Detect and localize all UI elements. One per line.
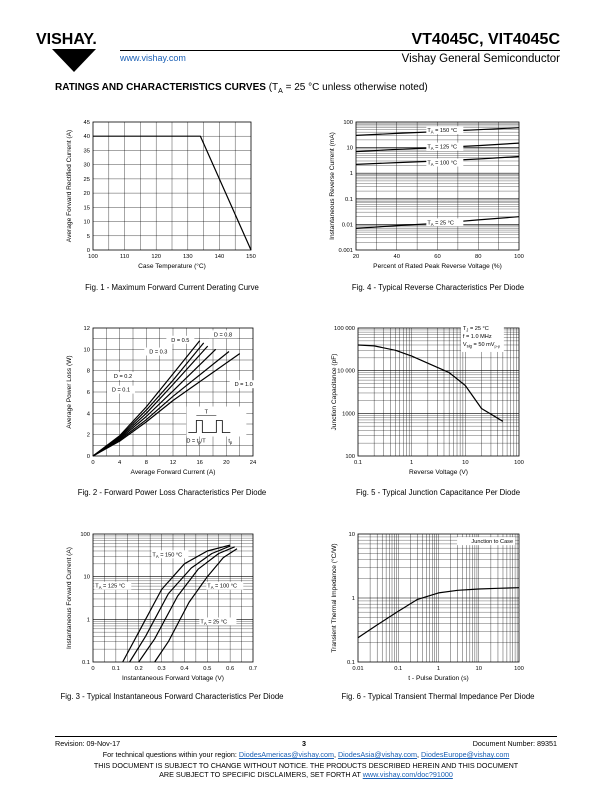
x-tick-label: 24: [249, 460, 257, 466]
caption-fig2: Fig. 2 - Forward Power Loss Characteristics Per Diode: [77, 488, 267, 497]
series-line-1: [358, 345, 503, 421]
series-label: D = 0.1: [111, 387, 131, 394]
grid: [93, 122, 251, 250]
section-heading: RATINGS AND CHARACTERISTICS CURVES: [55, 82, 266, 93]
plot-area: [66, 532, 257, 682]
x-tick-label: 20: [223, 460, 230, 466]
x-tick-label: 1: [410, 460, 414, 466]
y-tick-label: 0.1: [81, 660, 90, 666]
x-tick-label: 12: [169, 460, 177, 466]
x-tick-label: 0.5: [203, 666, 212, 672]
y-tick-label: 2: [86, 432, 90, 439]
legend-entry: $T_J = 25$ °C: [462, 325, 489, 333]
y-tick-label: 10: [346, 145, 353, 152]
x-tick-label: 8: [144, 460, 148, 466]
x-tick-label: 4: [118, 460, 122, 466]
x-tick-label: 0.01: [352, 666, 364, 672]
series-label: D = 0.2: [113, 374, 133, 381]
x-tick-label: 1: [436, 666, 441, 672]
plot-area: [331, 323, 524, 476]
x-tick-label: 0.1: [111, 666, 120, 672]
series-label: $T_A = 25$ °C: [200, 619, 228, 626]
y-tick-label: 100 000: [334, 326, 355, 332]
website-link[interactable]: www.vishay.com: [120, 53, 186, 63]
series-label: D = 0.3: [149, 349, 168, 356]
x-tick-label: 100: [88, 254, 98, 260]
x-axis-label: Average Forward Current (A): [130, 469, 216, 476]
duty-formula: $D = t_p/T$: [186, 438, 206, 446]
legend-entry: Junction to Case: [471, 539, 514, 546]
chart-fig1: [55, 110, 265, 280]
series-label: $T_A = 100$ °C: [427, 160, 458, 168]
section-title: [55, 82, 428, 95]
chart-fig3: [55, 524, 265, 692]
x-tick-label: 10: [475, 666, 482, 672]
legend-entry: $V_{sig} = 50$ $mV_{p-p}$: [462, 341, 501, 349]
x-tick-label: 130: [182, 254, 193, 260]
logo-triangle-icon: [52, 49, 96, 72]
y-tick-label: 100: [345, 454, 355, 460]
series-label: $T_A = 125$ °C: [95, 583, 126, 591]
x-tick-label: 20: [352, 254, 360, 260]
x-tick-label: 100: [514, 460, 524, 466]
x-tick-label: 0.2: [134, 666, 143, 672]
y-tick-label: 1000: [342, 411, 355, 418]
company-subtitle: Vishay General Semiconductor: [401, 53, 560, 65]
chart-fig4: [320, 110, 540, 280]
x-tick-label: 0.3: [157, 666, 166, 672]
x-axis-label: Reverse Voltage (V): [408, 469, 469, 476]
x-tick-label: 120: [151, 254, 162, 260]
y-axis-label: Junction Capacitance (pF): [331, 353, 338, 431]
email-asia-link[interactable]: DiodesAsia@vishay.com: [337, 750, 418, 759]
y-tick-label: 15: [83, 205, 90, 212]
y-tick-label: 8: [86, 368, 90, 375]
caption-fig3: Fig. 3 - Typical Instantaneous Forward Characteristics Per Diode: [60, 692, 284, 701]
logo-text: VISHAY.: [36, 31, 97, 48]
plot-area: [66, 120, 256, 270]
y-tick-label: 0: [86, 248, 90, 254]
series-label: $T_A = 100$ °C: [207, 583, 238, 591]
y-tick-label: 25: [83, 176, 90, 183]
x-tick-label: 0.6: [226, 666, 235, 672]
x-tick-label: 140: [214, 254, 225, 260]
y-tick-label: 100: [343, 120, 353, 126]
disclaimer-link[interactable]: www.vishay.com/doc?91000: [362, 770, 453, 779]
x-tick-label: 0: [91, 666, 95, 672]
x-tick-label: 0.1: [353, 460, 363, 466]
y-tick-label: 100: [80, 532, 90, 538]
y-tick-label: 6: [86, 390, 90, 396]
grid: [356, 122, 519, 250]
grid: [358, 534, 519, 662]
y-tick-label: 30: [83, 162, 90, 169]
x-axis-label: Percent of Rated Peak Reverse Voltage (%): [373, 263, 502, 270]
x-axis-label: Case Temperature (°C): [138, 263, 206, 270]
y-tick-label: 1: [351, 596, 355, 602]
footer-doc-number: Document Number: 89351: [472, 739, 557, 748]
y-tick-label: 0.01: [341, 222, 353, 229]
plot-area: [330, 532, 524, 682]
x-tick-label: 40: [393, 254, 400, 260]
y-tick-label: 1: [86, 617, 90, 624]
footer-disclaimer-1: THIS DOCUMENT IS SUBJECT TO CHANGE WITHOUT NOTICE. THE PRODUCTS DESCRIBED HEREIN AND THIS DOCUMENT: [93, 761, 519, 770]
x-tick-label: 100: [514, 254, 524, 260]
y-tick-label: 0.1: [344, 196, 353, 203]
document-title: VT4045C, VIT4045C: [411, 31, 560, 48]
x-tick-label: 60: [434, 254, 441, 260]
series-label: D = 0.5: [171, 337, 190, 344]
email-americas-link[interactable]: DiodesAmericas@vishay.com: [238, 750, 334, 759]
y-tick-label: 35: [83, 148, 90, 155]
y-tick-label: 12: [83, 326, 90, 332]
y-tick-label: 0.001: [338, 248, 353, 254]
caption-fig5: Fig. 5 - Typical Junction Capacitance Per Diode: [355, 488, 521, 497]
period-label: T: [204, 409, 209, 416]
series-line-2: [130, 546, 231, 662]
chart-fig5: [320, 318, 540, 486]
footer-page-number: 3: [302, 739, 306, 748]
footer-disclaimer-2: ARE SUBJECT TO SPECIFIC DISCLAIMERS, SET FORTH AT www.vishay.com/doc?91000: [159, 770, 453, 779]
vishay-logo: [36, 24, 118, 72]
x-tick-label: 10: [462, 460, 469, 466]
x-tick-label: 0: [91, 460, 95, 466]
y-tick-label: 10: [83, 574, 90, 581]
plot-area: [329, 120, 524, 270]
header-rule: [120, 50, 560, 51]
y-axis-label: Transient Thermal Impedance (°C/W): [331, 543, 338, 653]
y-tick-label: 10 000: [337, 368, 355, 375]
caption-fig6: Fig. 6 - Typical Transient Thermal Impedance Per Diode: [341, 692, 535, 701]
series-label: D = 1.0: [234, 382, 253, 389]
footer-rule: [55, 736, 557, 737]
y-tick-label: 1: [349, 171, 353, 178]
y-tick-label: 5: [86, 233, 90, 240]
x-tick-label: 16: [196, 460, 203, 466]
chart-fig2: [55, 318, 265, 486]
series-label: $T_A = 125$ °C: [427, 144, 458, 152]
y-tick-label: 0.1: [346, 660, 355, 666]
x-tick-label: 0.1: [394, 666, 403, 672]
y-tick-label: 40: [83, 134, 90, 141]
y-axis-label: Average Power Loss (W): [66, 355, 73, 429]
series-label: $T_A = 150$ °C: [152, 552, 183, 559]
y-tick-label: 4: [86, 411, 90, 418]
caption-fig4: Fig. 4 - Typical Reverse Characteristics Per Diode: [351, 283, 525, 292]
x-tick-label: 0.4: [180, 666, 189, 672]
caption-fig1: Fig. 1 - Maximum Forward Current Derating Curve: [85, 283, 259, 292]
y-axis-label: Instantaneous Reverse Current (mA): [329, 132, 336, 240]
y-tick-label: 0: [86, 454, 90, 460]
legend-entry: f = 1.0 MHz: [462, 333, 492, 340]
series-label: D = 0.8: [213, 332, 233, 339]
series-label: $T_A = 25$ °C: [427, 220, 454, 227]
pulse-width-label: $t_p$: [228, 438, 233, 446]
x-axis-label: t - Pulse Duration (s): [408, 675, 469, 682]
series-label: $T_A = 150$ °C: [427, 128, 458, 135]
x-tick-label: 100: [514, 666, 524, 672]
y-axis-label: Instantaneous Forward Current (A): [66, 547, 73, 649]
y-axis-label: Average Forward Rectified Current (A): [66, 129, 73, 243]
y-tick-label: 20: [83, 191, 90, 198]
footer-contact: For technical questions within your region: DiodesAmericas@vishay.com, DiodesAsia@vishay.com, DiodesEurope@vishay.com: [102, 750, 510, 759]
chart-fig6: [320, 524, 540, 692]
y-tick-label: 10: [83, 219, 90, 226]
x-tick-label: 150: [246, 254, 256, 260]
y-tick-label: 10: [83, 347, 90, 354]
x-axis-label: Instantaneous Forward Voltage (V): [122, 675, 224, 682]
footer-revision: Revision: 09-Nov-17: [55, 739, 121, 748]
plot-area: [66, 326, 258, 476]
section-condition: ($T_A = 25$ °C unless otherwise noted): [268, 82, 428, 95]
x-tick-label: 80: [475, 254, 482, 260]
y-tick-label: 45: [83, 120, 90, 126]
y-tick-label: 10: [348, 532, 355, 538]
x-tick-label: 110: [119, 254, 130, 260]
x-tick-label: 0.7: [248, 666, 258, 672]
email-europe-link[interactable]: DiodesEurope@vishay.com: [421, 750, 510, 759]
